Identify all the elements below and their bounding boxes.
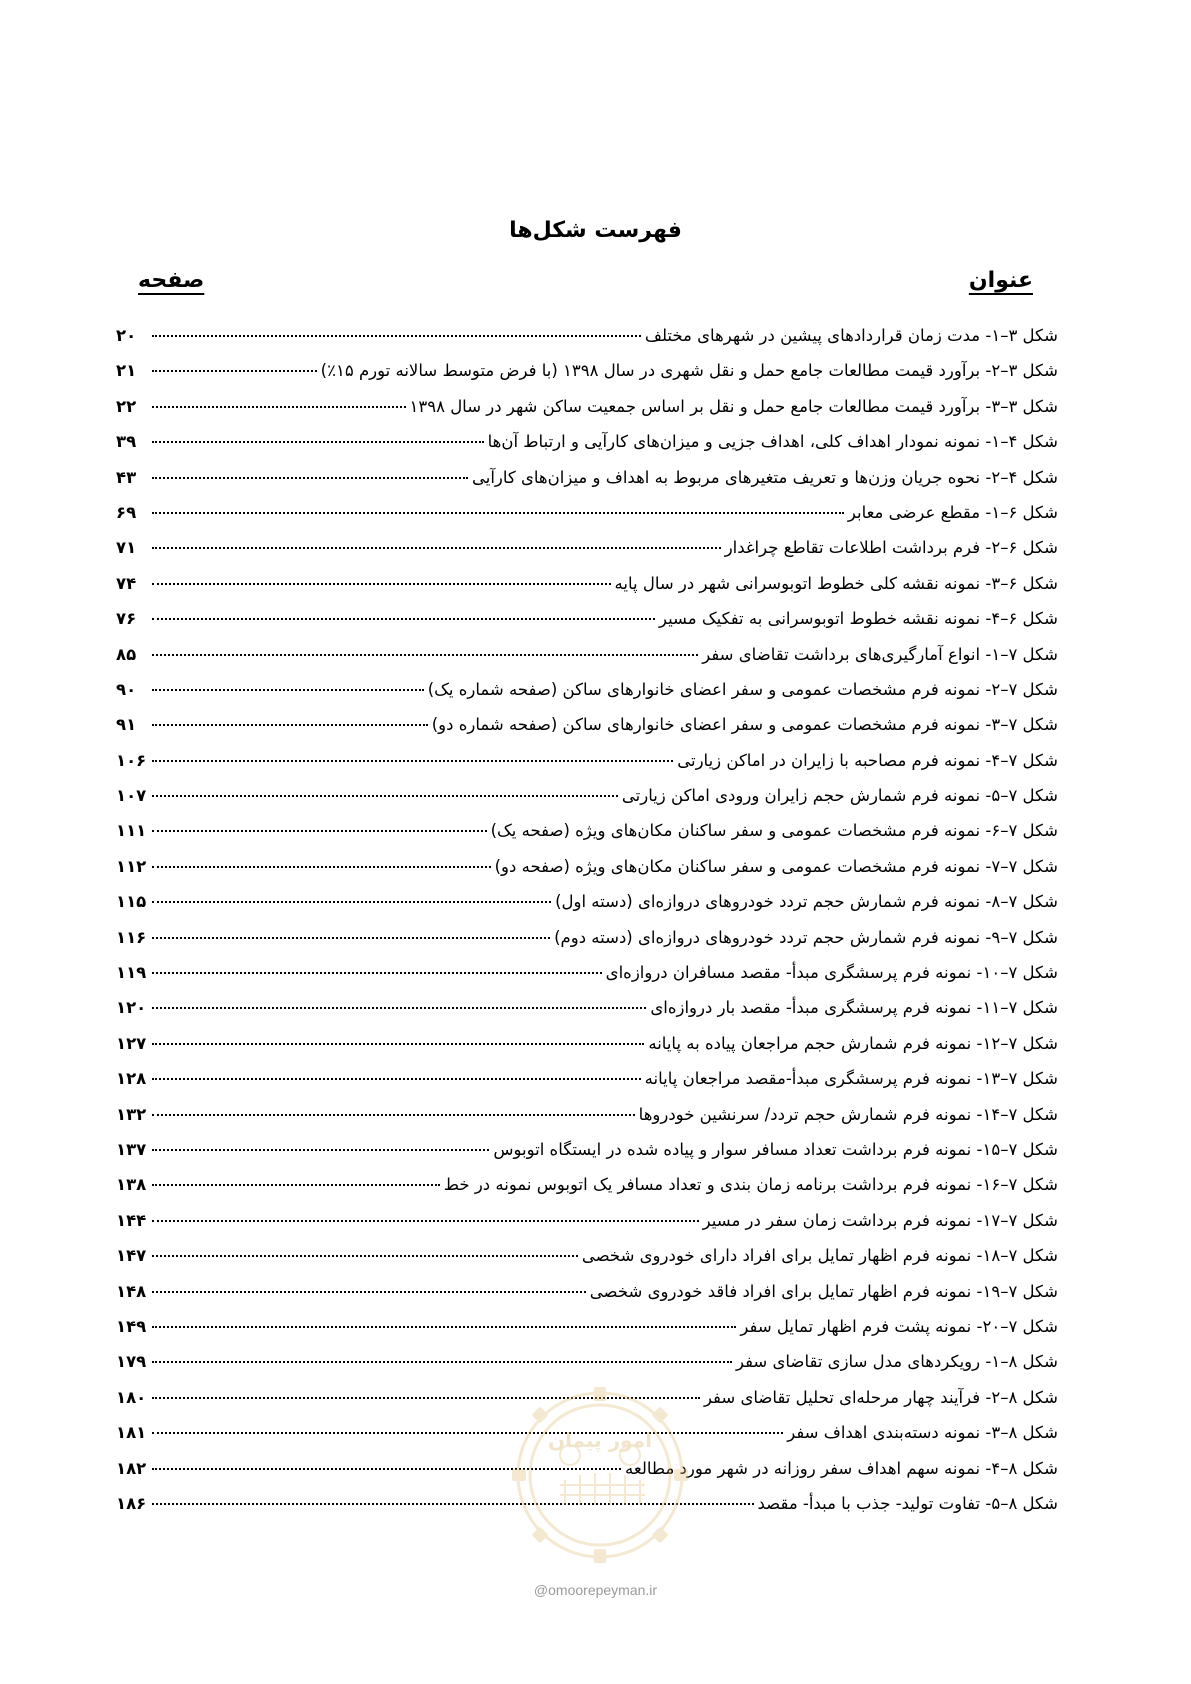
toc-dot-leader bbox=[152, 1184, 440, 1186]
toc-entry-page-number: ۴۳ bbox=[116, 467, 137, 487]
toc-entry-title: شکل ۷–۵- نمونه فرم شمارش حجم زایران ورودی اماکن زیارتی bbox=[621, 786, 1058, 806]
toc-dot-leader bbox=[152, 654, 698, 656]
toc-dot-leader bbox=[152, 972, 602, 974]
toc-entry[interactable] bbox=[116, 326, 1058, 361]
toc-entry-title: شکل ۶–۴- نمونه نقشه خطوط اتوبوسرانی به تفکیک مسیر bbox=[658, 609, 1058, 629]
toc-entry-title: شکل ۸–۲- فرآیند چهار مرحله‌ای تحلیل تقاضای سفر bbox=[703, 1387, 1058, 1407]
toc-entry[interactable] bbox=[116, 963, 1058, 998]
toc-entry-page-number: ۷۶ bbox=[116, 609, 137, 629]
toc-entry-page-number: ۱۱۶ bbox=[116, 927, 147, 947]
toc-dot-leader bbox=[152, 937, 550, 939]
toc-entry-page-number: ۶۹ bbox=[116, 502, 137, 522]
toc-entry-title: شکل ۷–۹- نمونه فرم شمارش حجم تردد خودروهای دروازه‌ای (دسته دوم) bbox=[554, 927, 1058, 947]
toc-entry-title: شکل ۴–۲- نحوه جریان وزن‌ها و تعریف متغیرهای مربوط به اهداف و میزان‌های کارآیی bbox=[471, 467, 1058, 487]
toc-entry-title: شکل ۷–۳- نمونه فرم مشخصات عمومی و سفر اعضای خانوارهای ساکن (صفحه شماره دو) bbox=[431, 715, 1058, 735]
toc-entry-page-number: ۱۳۸ bbox=[116, 1175, 147, 1195]
toc-entry-title: شکل ۶–۳- نمونه نقشه کلی خطوط اتوبوسرانی شهر در سال پایه bbox=[614, 573, 1058, 593]
toc-entry[interactable] bbox=[116, 609, 1058, 644]
toc-entry-page-number: ۱۰۶ bbox=[116, 750, 147, 770]
toc-dot-leader bbox=[152, 1043, 644, 1045]
toc-dot-leader bbox=[152, 477, 468, 479]
toc-entry-title: شکل ۷–۱۲- نمونه فرم شمارش حجم مراجعان پیاده به پایانه bbox=[648, 1033, 1058, 1053]
toc-entry-page-number: ۱۴۸ bbox=[116, 1281, 147, 1301]
toc-entry-page-number: ۱۰۷ bbox=[116, 786, 147, 806]
toc-entry-title: شکل ۷–۱۴- نمونه فرم شمارش حجم تردد/ سرنشین خودروها bbox=[638, 1104, 1058, 1124]
toc-entry-title: شکل ۷–۱۷- نمونه فرم برداشت زمان سفر در مسیر bbox=[702, 1210, 1058, 1230]
toc-dot-leader bbox=[152, 406, 406, 408]
toc-entry-title: شکل ۸–۳- نمونه دسته‌بندی اهداف سفر bbox=[787, 1423, 1058, 1443]
toc-entry[interactable] bbox=[116, 1034, 1058, 1069]
toc-entry-page-number: ۱۸۰ bbox=[116, 1387, 147, 1407]
toc-entry-page-number: ۱۲۷ bbox=[116, 1033, 147, 1053]
toc-entry-page-number: ۲۲ bbox=[116, 396, 137, 416]
toc-entry-title: شکل ۶–۲- فرم برداشت اطلاعات تقاطع چراغدار bbox=[724, 538, 1058, 558]
toc-entry[interactable] bbox=[116, 786, 1058, 821]
toc-entry-page-number: ۱۸۱ bbox=[116, 1423, 147, 1443]
toc-entry[interactable] bbox=[116, 998, 1058, 1033]
toc-entry[interactable] bbox=[116, 468, 1058, 503]
toc-dot-leader bbox=[152, 1220, 699, 1222]
figure-list bbox=[116, 326, 1058, 1529]
toc-entry[interactable] bbox=[116, 680, 1058, 715]
toc-entry-page-number: ۱۴۴ bbox=[116, 1210, 147, 1230]
toc-entry-title: شکل ۸–۴- نمونه سهم اهداف سفر روزانه در شهر مورد مطالعه bbox=[625, 1458, 1058, 1478]
toc-entry-page-number: ۱۳۷ bbox=[116, 1139, 147, 1159]
toc-dot-leader bbox=[152, 724, 428, 726]
toc-entry[interactable] bbox=[116, 1069, 1058, 1104]
toc-entry[interactable] bbox=[116, 1352, 1058, 1387]
toc-dot-leader bbox=[152, 689, 424, 691]
toc-entry-title: شکل ۷–۴- نمونه فرم مصاحبه با زایران در اماکن زیارتی bbox=[677, 750, 1058, 770]
toc-entry[interactable] bbox=[116, 1175, 1058, 1210]
toc-entry[interactable] bbox=[116, 821, 1058, 856]
toc-entry-title: شکل ۳–۱- مدت زمان قراردادهای پیشین در شهرهای مختلف bbox=[644, 326, 1058, 345]
toc-dot-leader bbox=[152, 1326, 736, 1328]
toc-entry-title: شکل ۷–۱۹- نمونه فرم اظهار تمایل برای افراد فاقد خودروی شخصی bbox=[589, 1281, 1058, 1301]
toc-entry-title: شکل ۷–۱۵- نمونه فرم برداشت تعداد مسافر سوار و پیاده شده در ایستگاه اتوبوس bbox=[493, 1139, 1058, 1159]
toc-entry[interactable] bbox=[116, 857, 1058, 892]
toc-entry-title: شکل ۶–۱- مقطع عرضی معابر bbox=[847, 502, 1058, 522]
toc-dot-leader bbox=[152, 866, 491, 868]
toc-entry-page-number: ۹۰ bbox=[116, 679, 137, 699]
toc-entry[interactable] bbox=[116, 1317, 1058, 1352]
toc-entry[interactable] bbox=[116, 432, 1058, 467]
toc-entry[interactable] bbox=[116, 715, 1058, 750]
toc-dot-leader bbox=[152, 512, 844, 514]
toc-entry-title: شکل ۳–۳- برآورد قیمت مطالعات جامع حمل و نقل بر اساس جمعیت ساکن شهر در سال ۱۳۹۸ bbox=[409, 396, 1058, 416]
toc-entry[interactable] bbox=[116, 538, 1058, 573]
toc-dot-leader bbox=[152, 901, 551, 903]
toc-dot-leader bbox=[152, 1114, 635, 1116]
toc-entry[interactable] bbox=[116, 928, 1058, 963]
toc-entry[interactable] bbox=[116, 1246, 1058, 1281]
toc-dot-leader bbox=[152, 795, 618, 797]
toc-entry-page-number: ۱۸۲ bbox=[116, 1458, 147, 1478]
toc-entry-page-number: ۱۱۹ bbox=[116, 963, 147, 983]
toc-entry-page-number: ۱۷۹ bbox=[116, 1352, 147, 1372]
page-title: فهرست شکل‌ها bbox=[509, 218, 682, 243]
column-header-page: صفحه bbox=[138, 268, 205, 293]
toc-entry-title: شکل ۷–۶- نمونه فرم مشخصات عمومی و سفر ساکنان مکان‌های ویژه (صفحه یک) bbox=[490, 821, 1058, 841]
toc-entry-title: شکل ۸–۵- تفاوت تولید- جذب با مبدأ- مقصد bbox=[757, 1493, 1058, 1513]
toc-entry[interactable] bbox=[116, 892, 1058, 927]
toc-entry-title: شکل ۷–۱۱- نمونه فرم پرسشگری مبدأ- مقصد بار دروازه‌ای bbox=[650, 998, 1058, 1018]
toc-entry-page-number: ۷۴ bbox=[116, 573, 137, 593]
toc-entry-page-number: ۱۱۱ bbox=[116, 821, 147, 841]
toc-entry[interactable] bbox=[116, 574, 1058, 609]
toc-entry[interactable] bbox=[116, 397, 1058, 432]
toc-dot-leader bbox=[152, 1255, 578, 1257]
toc-entry[interactable] bbox=[116, 751, 1058, 786]
toc-dot-leader bbox=[152, 335, 641, 337]
toc-entry-page-number: ۱۴۹ bbox=[116, 1316, 147, 1336]
toc-dot-leader bbox=[152, 547, 721, 549]
toc-entry-page-number: ۲۱ bbox=[116, 361, 137, 381]
toc-entry-page-number: ۸۵ bbox=[116, 644, 137, 664]
toc-entry[interactable] bbox=[116, 361, 1058, 396]
toc-entry-title: شکل ۷–۱۸- نمونه فرم اظهار تمایل برای افراد دارای خودروی شخصی bbox=[581, 1246, 1058, 1266]
toc-entry-page-number: ۱۱۲ bbox=[116, 856, 147, 876]
toc-entry-title: شکل ۸–۱- رویکردهای مدل سازی تقاضای سفر bbox=[735, 1352, 1058, 1372]
toc-entry-page-number: ۱۲۰ bbox=[116, 998, 147, 1018]
toc-entry-title: شکل ۷–۷- نمونه فرم مشخصات عمومی و سفر ساکنان مکان‌های ویژه (صفحه دو) bbox=[494, 856, 1058, 876]
toc-dot-leader bbox=[152, 1291, 586, 1293]
toc-entry-title: شکل ۷–۲- نمونه فرم مشخصات عمومی و سفر اعضای خانوارهای ساکن (صفحه شماره یک) bbox=[427, 679, 1058, 699]
toc-entry-page-number: ۲۰ bbox=[116, 326, 137, 345]
toc-dot-leader bbox=[152, 441, 484, 443]
toc-dot-leader bbox=[152, 1361, 732, 1363]
toc-entry[interactable] bbox=[116, 1282, 1058, 1317]
watermark-url: @omoorepeyman.ir bbox=[533, 1582, 658, 1598]
toc-entry[interactable] bbox=[116, 503, 1058, 538]
toc-entry-page-number: ۹۱ bbox=[116, 715, 137, 735]
toc-entry[interactable] bbox=[116, 645, 1058, 680]
toc-entry-title: شکل ۷–۱۶- نمونه فرم برداشت برنامه زمان بندی و تعداد مسافر یک اتوبوس نمونه در خط bbox=[443, 1175, 1058, 1195]
toc-dot-leader bbox=[152, 1149, 489, 1151]
toc-entry-title: شکل ۷–۸- نمونه فرم شمارش حجم تردد خودروهای دروازه‌ای (دسته اول) bbox=[555, 892, 1058, 912]
toc-dot-leader bbox=[152, 370, 317, 372]
toc-entry-page-number: ۷۱ bbox=[116, 538, 137, 558]
toc-entry-title: شکل ۷–۲۰- نمونه پشت فرم اظهار تمایل سفر bbox=[740, 1316, 1058, 1336]
toc-entry-title: شکل ۷–۱۳- نمونه فرم پرسشگری مبدأ-مقصد مراجعان پایانه bbox=[644, 1069, 1058, 1089]
toc-entry-page-number: ۳۹ bbox=[116, 432, 137, 452]
toc-entry-title: شکل ۳–۲- برآورد قیمت مطالعات جامع حمل و نقل شهری در سال ۱۳۹۸ (با فرض متوسط سالانه تورم ۱۵٪) bbox=[320, 361, 1058, 381]
toc-dot-leader bbox=[152, 583, 611, 585]
toc-entry-page-number: ۱۲۸ bbox=[116, 1069, 147, 1089]
toc-entry-title: شکل ۷–۱- انواع آمارگیری‌های برداشت تقاضای سفر bbox=[702, 644, 1058, 664]
toc-dot-leader bbox=[152, 1007, 646, 1009]
watermark-logo-text: امور پیمان bbox=[548, 1428, 652, 1452]
gear-emblem-icon bbox=[510, 1385, 690, 1565]
toc-entry[interactable] bbox=[116, 1105, 1058, 1140]
column-header-title: عنوان bbox=[968, 268, 1033, 293]
toc-entry-page-number: ۱۴۷ bbox=[116, 1246, 147, 1266]
toc-entry-title: شکل ۴–۱- نمونه نمودار اهداف کلی، اهداف جزیی و میزان‌های کارآیی و ارتباط آن‌ها bbox=[487, 432, 1058, 452]
toc-dot-leader bbox=[152, 830, 487, 832]
toc-entry[interactable] bbox=[116, 1140, 1058, 1175]
toc-dot-leader bbox=[152, 1078, 641, 1080]
toc-entry-page-number: ۱۳۲ bbox=[116, 1104, 147, 1124]
toc-entry-page-number: ۱۱۵ bbox=[116, 892, 147, 912]
toc-entry-title: شکل ۷–۱۰- نمونه فرم پرسشگری مبدأ- مقصد مسافران دروازه‌ای bbox=[605, 963, 1058, 983]
toc-dot-leader bbox=[152, 760, 673, 762]
toc-entry-page-number: ۱۸۶ bbox=[116, 1493, 147, 1513]
toc-dot-leader bbox=[152, 618, 655, 620]
toc-entry[interactable] bbox=[116, 1211, 1058, 1246]
